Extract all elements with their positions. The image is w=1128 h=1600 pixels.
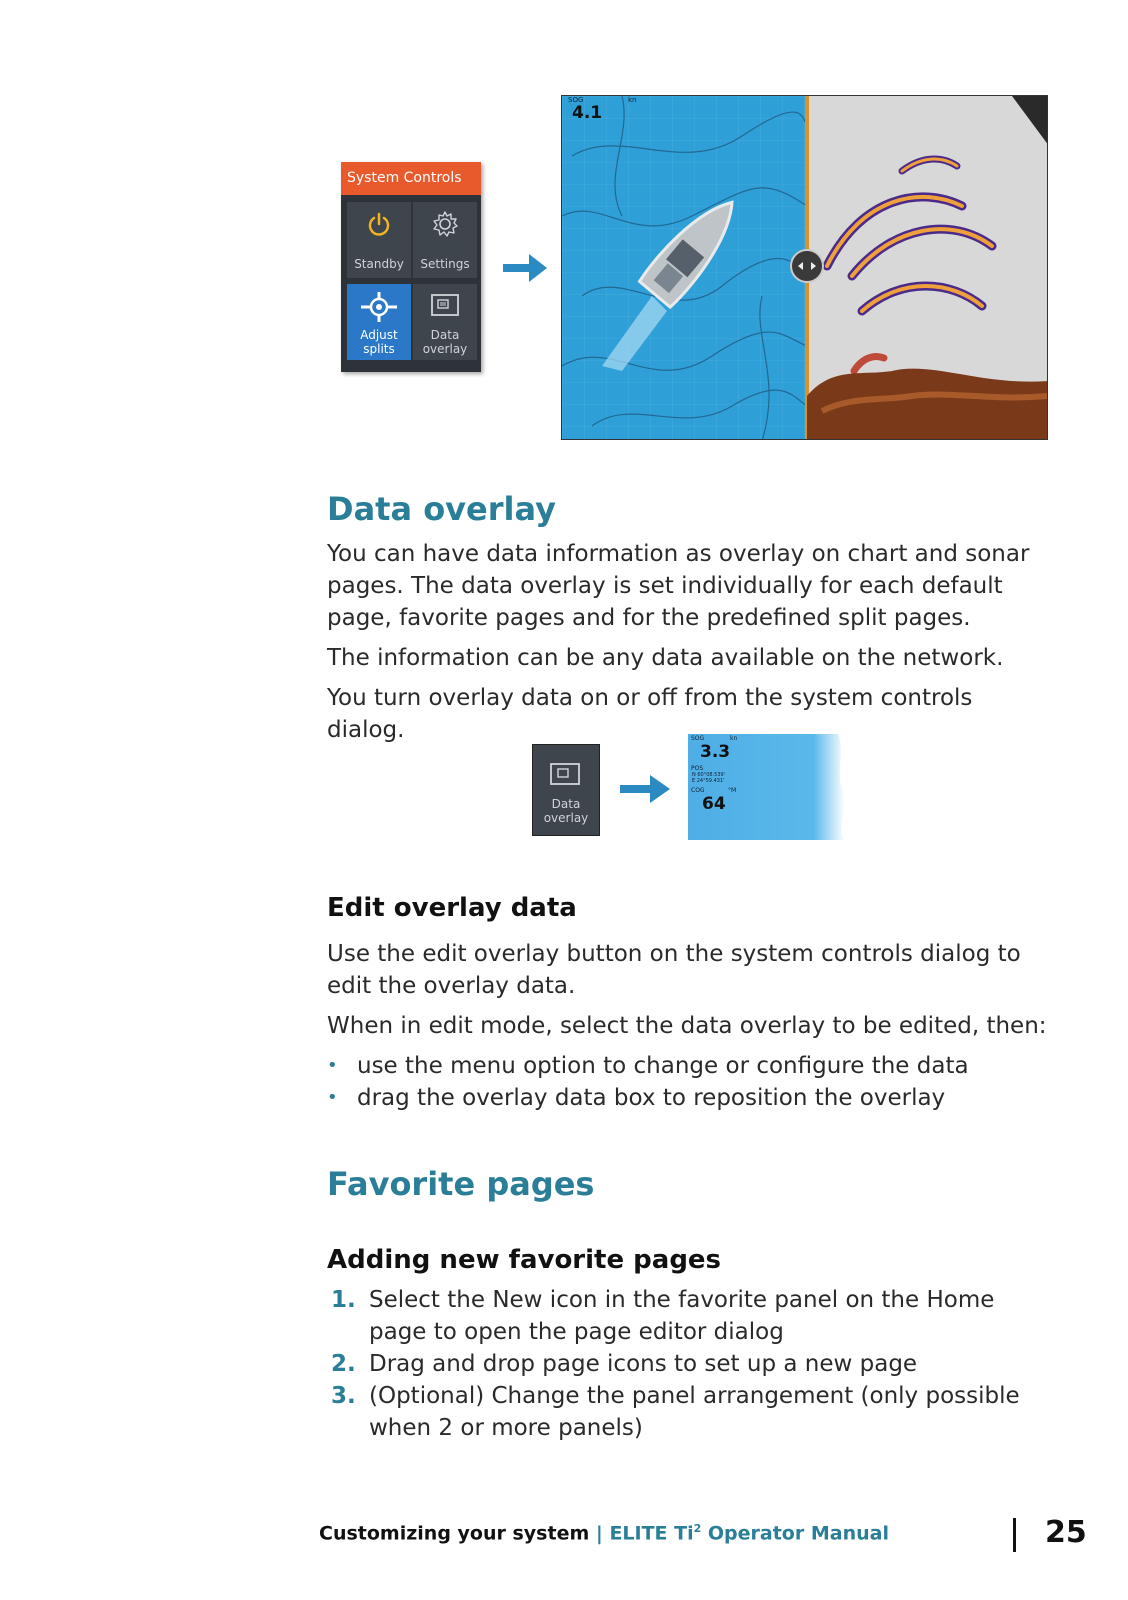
overlay-sog-value: 3.3 <box>700 742 731 762</box>
adjust-splits-icon <box>361 292 397 322</box>
adjust-splits-label-line1: Adjust <box>360 328 398 342</box>
data-overlay-icon <box>431 294 459 316</box>
data-overlay-button-label-line1: Data <box>551 797 581 811</box>
gear-icon <box>431 210 459 238</box>
footer-divider <box>1013 1518 1016 1552</box>
step-number: 2. <box>331 1351 356 1377</box>
footer-manual-sup: 2 <box>693 1522 702 1535</box>
data-overlay-paragraph-3: You turn overlay data on or off from the system controls dialog. <box>327 685 973 743</box>
footer-manual-prefix: ELITE Ti <box>609 1522 694 1545</box>
standby-tile[interactable] <box>347 202 411 278</box>
data-overlay-label-line2: overlay <box>422 342 468 356</box>
data-overlay-heading: Data overlay <box>327 490 556 528</box>
arrow-right-icon <box>503 254 547 282</box>
list-item <box>327 1380 1057 1444</box>
overlay-sog-label: SOG <box>691 735 705 742</box>
list-item <box>327 1284 1057 1348</box>
data-overlay-button-label-line2: overlay <box>543 811 589 825</box>
overlay-pos-lat: N 60°08.539' <box>692 772 726 778</box>
overlay-cog-label: COG <box>691 787 705 794</box>
data-overlay-tile[interactable] <box>413 284 477 360</box>
adjust-splits-label-line2: splits <box>363 342 395 356</box>
data-overlay-paragraph-1: You can have data information as overlay on chart and sonar pages. The data overlay is set individually for each default page, favorite pages and for the predefined split pages. <box>327 541 1030 631</box>
step-number: 1. <box>331 1287 356 1313</box>
data-overlay-label-line1: Data <box>430 328 460 342</box>
page-number: 25 <box>1045 1515 1087 1550</box>
settings-tile[interactable] <box>413 202 477 278</box>
system-controls-dialog <box>341 162 481 372</box>
bullet-icon: • <box>327 1087 338 1108</box>
edit-overlay-heading: Edit overlay data <box>327 893 577 923</box>
footer-section: Customizing your system <box>319 1522 590 1545</box>
bullet-text: drag the overlay data box to reposition the overlay <box>357 1085 946 1111</box>
page-footer <box>319 1522 889 1544</box>
bullet-icon: • <box>327 1055 338 1076</box>
list-item <box>327 1082 1057 1114</box>
data-overlay-paragraph-2: The information can be any data available on the network. <box>327 645 1004 671</box>
adding-favorite-pages-heading: Adding new favorite pages <box>327 1245 722 1275</box>
bullet-text: use the menu option to change or configure the data <box>357 1053 969 1079</box>
sog-value: 4.1 <box>572 103 603 123</box>
edit-overlay-paragraph-2: When in edit mode, select the data overlay to be edited, then: <box>327 1013 1047 1039</box>
system-controls-title: System Controls <box>341 162 481 195</box>
edit-overlay-bullet-list <box>327 1050 1057 1114</box>
list-item <box>327 1050 1057 1082</box>
favorite-pages-heading: Favorite pages <box>327 1165 595 1203</box>
favorite-pages-steps <box>327 1284 1057 1444</box>
list-item <box>327 1348 1057 1380</box>
overlay-pos-label: POS <box>691 765 704 772</box>
step-text: Drag and drop page icons to set up a new page <box>369 1351 918 1377</box>
data-overlay-icon <box>550 763 580 785</box>
sog-unit: kn <box>628 96 637 104</box>
power-icon <box>367 212 391 238</box>
step-number: 3. <box>331 1383 356 1409</box>
step-text: Select the New icon in the favorite panel on the Home page to open the page editor dialog <box>369 1287 995 1345</box>
footer-separator: | <box>589 1522 610 1545</box>
settings-label: Settings <box>420 257 470 271</box>
split-screen-illustration <box>562 96 1048 440</box>
split-screen-screenshot <box>561 95 1048 440</box>
overlay-preview <box>688 734 850 840</box>
step-text: (Optional) Change the panel arrangement (only possible when 2 or more panels) <box>369 1383 1020 1441</box>
sog-label: SOG <box>568 96 584 104</box>
footer-manual-suffix: Operator Manual <box>701 1522 889 1545</box>
arrow-right-icon <box>620 775 670 803</box>
edit-overlay-paragraph-1: Use the edit overlay button on the system controls dialog to edit the overlay data. <box>327 941 1021 999</box>
overlay-cog-value: 64 <box>702 794 726 814</box>
overlay-pos-lon: E 24°59.431' <box>692 778 725 784</box>
data-overlay-button[interactable] <box>532 744 600 836</box>
overlay-sog-unit: kn <box>730 735 738 742</box>
adjust-splits-tile[interactable] <box>347 284 411 360</box>
standby-label: Standby <box>354 257 404 271</box>
overlay-cog-unit: °M <box>728 787 737 794</box>
